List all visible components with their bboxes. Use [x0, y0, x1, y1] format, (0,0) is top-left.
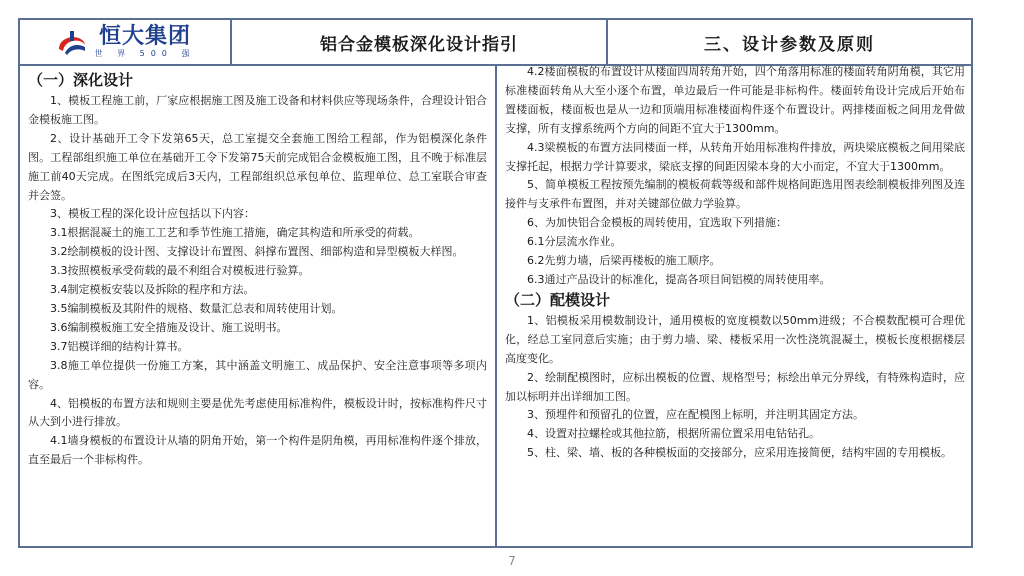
logo	[20, 20, 232, 64]
paragraph: 4、铝模板的布置方法和规则主要是优先考虑使用标准构件，模板设计时，按标准构件尺寸从大到小进行排放。	[28, 396, 487, 429]
paragraph: 3.1根据混凝土的施工工艺和季节性施工措施，确定其构造和所承受的荷载。	[50, 226, 420, 240]
heading-formwork-design: （二）配模设计	[505, 290, 611, 309]
paragraph: 4.1墙身模板的布置设计从墙的阴角开始，第一个构件是阴角模，再用标准构件逐个排放，直至最后一个非标构件。	[28, 434, 487, 467]
paragraph: 4、设置对拉螺栓或其他拉筋，根据所需位置采用电钻钻孔。	[527, 427, 820, 441]
paragraph: 5、简单模板工程按预先编制的模板荷载等级和部件规格间距选用图表绘制模板排列图及连接件与支承件布置图，并对关键部位做力学验算。	[505, 178, 965, 211]
paragraph: 2、设计基础开工令下发第65天，总工室提交全套施工图给工程部，作为铝模深化条件图。工程部组织施工单位在基础开工令下发第75天前完成铝合金模板施工图，且不晚于标准层施工前40天完成。在图纸完成后3天内，工程部组织总承包单位、监理单位、总工室联合审查并会签。	[28, 131, 487, 202]
section-title: 三、设计参数及原则	[704, 34, 875, 55]
paragraph: 4.3梁模板的布置方法同楼面一样，从转角开始用标准构件排放，两块梁底模板之间用梁底支撑托起，根据力学计算要求，梁底支撑的间距因梁本身的大小而定，不宜大于1300mm。	[505, 140, 965, 173]
logo-name: 恒大集团	[98, 24, 191, 49]
paragraph: 1、铝模板采用模数制设计，通用模板的宽度模数以50mm进级；不合模数配模可合理优化，经总工室同意后实施；由于剪力墙、梁、楼板采用一次性浇筑混凝土，模板长度根据楼层高度变化。	[505, 313, 965, 365]
paragraph: 6、为加快铝合金模板的周转使用，宜选取下列措施：	[527, 216, 787, 230]
paragraph: 3.8施工单位提供一份施工方案，其中涵盖文明施工、成品保护、安全注意事项等多项内容。	[28, 358, 487, 391]
header-bar	[20, 20, 971, 66]
paragraph: 2、绘制配模图时，应标出模板的位置、规格型号；标绘出单元分界线，有特殊构造时，应加以标明并出详细加工图。	[505, 370, 965, 403]
evergrande-logo-icon	[55, 27, 89, 57]
paragraph: 6.2先剪力墙，后梁再楼板的施工顺序。	[527, 254, 721, 268]
logo-subtitle: 世 界 500 强	[94, 49, 196, 58]
paragraph: 5、柱、梁、墙、板的各种模板面的交接部分，应采用连接简便，结构牢固的专用模板。	[527, 446, 952, 460]
page-number: 7	[508, 554, 516, 568]
doc-title: 铝合金模板深化设计指引	[232, 20, 608, 64]
paragraph: 3.3按照模板承受荷载的最不利组合对模板进行验算。	[50, 264, 310, 278]
paragraph: 3.5编制模板及其附件的规格、数量汇总表和周转使用计划。	[50, 301, 343, 315]
paragraph: 3.2绘制模板的设计图、支撑设计布置图、斜撑布置图、细部构造和异型模板大样图。	[50, 245, 464, 259]
paragraph: 6.1分层流水作业。	[527, 235, 622, 249]
slide-frame	[18, 18, 973, 548]
right-column	[499, 66, 971, 546]
heading-deepening-design: （一）深化设计	[28, 71, 134, 89]
paragraph: 3.7铝模详细的结构计算书。	[50, 339, 189, 353]
left-column	[20, 66, 497, 546]
paragraph: 3.4制定模板安装以及拆除的程序和方法。	[50, 283, 255, 297]
paragraph: 3、预埋件和预留孔的位置，应在配模图上标明，并注明其固定方法。	[527, 408, 864, 422]
paragraph: 3.6编制模板施工安全措施及设计、施工说明书。	[50, 320, 288, 334]
paragraph: 6.3通过产品设计的标准化，提高各项目间铝模的周转使用率。	[527, 272, 831, 286]
paragraph: 4.2楼面模板的布置设计从楼面四周转角开始，四个角落用标准的楼面转角阴角模，其它用标准楼面转角从大至小逐个布置，单边最后一件可能是非标构件。楼面转角设计完成后开始布置楼面板，楼面板也是从一边和顶端用标准楼面构件逐个布置设计。两排楼面板之间用龙骨做支撑，所有支撑系统两个方向的间距不宜大于1300mm。	[505, 66, 965, 135]
paragraph: 3、模板工程的深化设计应包括以下内容：	[50, 207, 255, 221]
paragraph: 1、模板工程施工前，厂家应根据施工图及施工设备和材料供应等现场条件，合理设计铝合金模板施工图。	[28, 94, 487, 126]
